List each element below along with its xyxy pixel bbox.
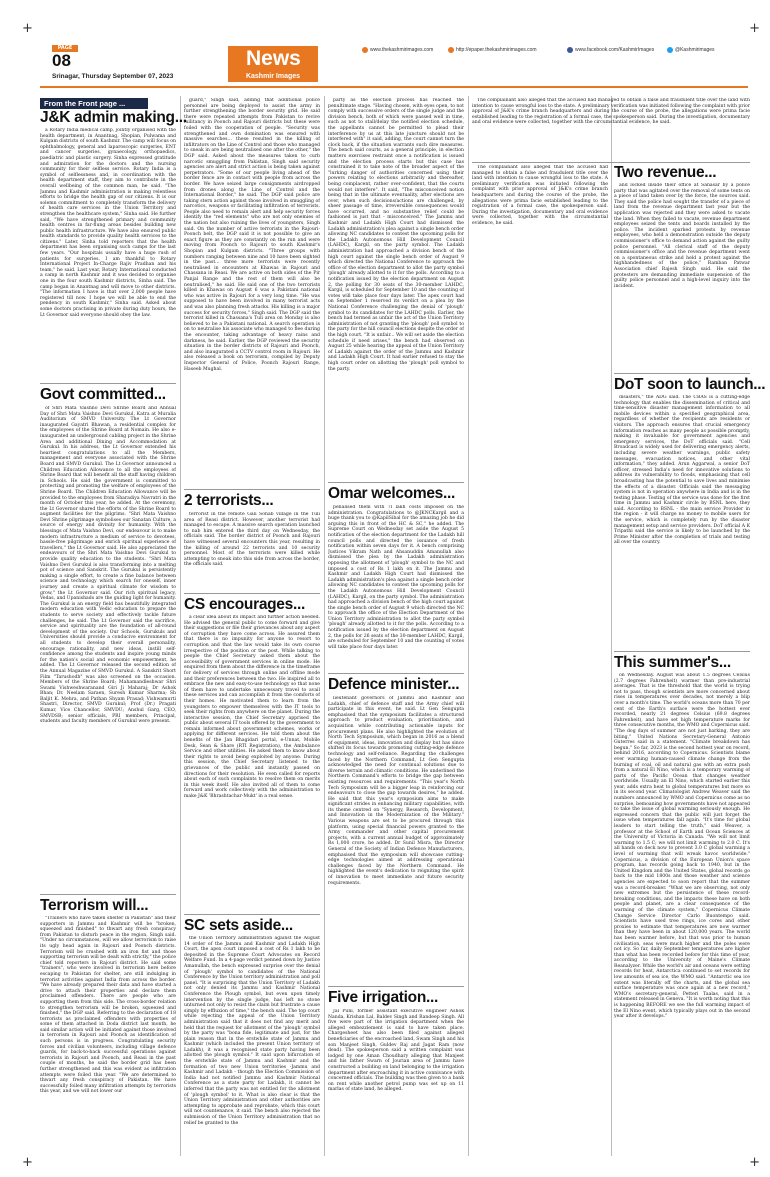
crop-mark: + xyxy=(22,1155,33,1170)
masthead-subtitle: Kashmir Images xyxy=(245,73,301,80)
article-divider xyxy=(184,914,320,915)
column-divider xyxy=(180,96,181,1156)
article-govt-committed: of Shri Mata Vaishno Devi Shrine Board and Annual Day of Shri Mata Vaishno Devi Gurukul, Katra at Muralia Auditorium of SMVD University. The Lt Governor inaugurated Gayatri Bhawan, a residential complex for the employees of the Shrine Board at Nomain. He also e-inaugurated an underground cabling project in the Shrine Area and additional Dining and Accommodation at Gurukul. In his address, the Lt Governor extended his heartiest congratulations to all the Members, management and everyone associated with the Shrine Board and SMVD Gurukul. The Lt Governor announced a Children Education Allowance to all the employees of Shrine Board that will benefit all the staff having children in Schools. He said the government is committed to protecting and promoting the welfare of employees of the Shrine Board. The Children Education Allowance will be provided to the employees from Sharadiya Navratri in the month of October this year, he added. At the ceremony, the Lt Governor shared the efforts of the Shrine Board to augment facilities for the pilgrims. "Shri Mata Vaishno Devi Shrine pilgrimage symbolises our Sanatan Culture, a source of energy and divinity for humanity. With the blessings of Mata Vaishno Devi, our endeavour is to make modern infrastructure a medium of service to devotees, hassle-free pilgrimage and enrich spiritual experience of travellers," the Lt Governor said. He also appreciated the endeavours of the Shri Mata Vaishno Devi Gurukul to provide quality education to the students. "Shri Mata Vaishno Devi Gurukul is also transforming into a melting pot of science and Sanskrit. The Gurukul is persistently making a single effort, to create a fine balance between science and technology which search for oneself, inner journey and create a spiritual climate for wisdom to grow," the Lt Governor said. Our rich spiritual legacy, Vedas, and Upanishads are the guiding light for humanity. The Gurukul is an energy field has beautifully integrated modern education with Vedic education to prepare the students to serve society and effectively tackle future challenges, he said. The Lt Governor said the sacrifice, service and spirituality are the foundation of all-round development of the society. Our Schools, Gurukuls and Universities should provide a conducive environment for all students to develop their overall personality, encourage rationality, and new ideas, instill self-confidence among the students and inspire young minds for the nation's social and economic empowerment, he added. The Lt Governor released the second edition of the Annual Magazine of SMVD Gurukul. A Sanskrit Short Film "Tarushodh" was also screened on the occasion. Members of the Shrine Board; Mahamandleshwar Shri Swami Vishweshwaranand Giri Ji Maharaj; Dr Ashok Bhan; Dr. Neelam Saraen, Suresh Kumar Sharma; Sh Baljit K. Mehra, and Pathan Shyam Prasad; Vishwamurti Shastri, Director, SMVD Gurukul; Prof (Dr.) Pragati Kumar, Vice Chancellor, SMVDU; Anshul Garg, CEO, SMVDSB; senior officials, PRI members, Principal, students and faculty members of Gurukul were present. xyxy=(40,406,176,725)
article-sc-continued: party as the election process has reached the penultimate stage. "Having chosen, with eyes open, to not comply with successive orders of the single judge and the division bench, both of which were passed well in time, such as not to stall/delay the notified election schedule, the appellants cannot be permitted to plead their interference by us at this late juncture should not be interfered with" it said, adding, the court cannot turn the clock back, if the situation warrants such dire measures. The bench said courts, as a general principle, in election matters exercises restraint once a notification is issued and the election process starts but this case has constrained it to take note of the broader aspect of the "lurking danger of authorities concerned using their powers relating to elections arbitrarily and thereafter, being complacent, rather over-confident, that the courts would not interfere". It said, "The misconceived notion being that in the ultimate eventuality, after elections are over, when such decisions/actions are challenged, by sheer passage of time, irreversible consequences would have occurred, and no substantive relief could be fashioned is just that - misconceived." The Jammu and Kashmir and Ladakh High Court had dismissed the Ladakh administration's plea against a single bench order allowing NC candidates to contest the upcoming polls for the Ladakh Autonomous Hill Development Council (LAHDC), Kargil, on the party symbol. The Ladakh administration had approached a division bench of the high court against the single bench order of August 9 which directed the National Conference to approach the office of the election department to allot the party symbol 'plough' already allotted to it for the polls. According to a notification issued by the election department on August 2, the polling for 30 seats of the 30-member LAHDC, Kargil, is scheduled for September 10 and the counting of votes will take place four days later. The apex court had on September 1 reserved its verdict on a plea by the National Conference challenging the denial of 'plough' symbol to its candidates for the LAHDC polls. Earlier, the bench had termed as unfair the act of the Union Territory administration of not granting the 'plough' poll symbol to the party for the hill council elections despite the order of the high court. "It is unfair... We will set aside the election schedule if need arises," the bench had observed on August 25 while hearing the appeal of the Union Territory of Ladakh against the order of the Jammu and Kashmir and Ladakh High Court. It had earlier refused to stay the high court order on allotting the 'plough' poll symbol to the party. xyxy=(328,98,464,372)
page-number: 08 xyxy=(52,51,71,70)
article-divider xyxy=(40,894,176,895)
crop-mark: + xyxy=(749,1155,760,1170)
article-sc-sets-aside: the Union Territory administration against the August 14 order of the Jammu and Kashmir and Ladakh High Court, the apex court imposed a cost of Rs 1 lakh to be deposited in the Supreme Court Advocates on Record Welfare Fund. In a 4-page verdict penned down by Justice Amanullah, the bench expressed surprise over the denial of 'plough' symbol to candidates of the National Conference by the Union territory administration and poll panel. "It is surprising that the Union Territory of Ladakh not only denied its Jammu and Kashmir National Conference the Plough symbol, but even upon timely intervention by the single judge, has left no stone unturned not only to resist the claim but frustrate a cause simply by effluxion of time," the bench said. The top court while rejecting the appeal of the Union Territory administration said that it does not find any merit and held that the request for allotment of the 'plough' symbol by the party was "bona fide, legitimate and just, for the plain reason that in the erstwhile state of Jammu and Kashmir (which included the present Union territory of Ladakh), it was a recognised state party having been allotted the plough symbol." It said upon bifurcation of the erstwhile state of Jammu and Kashmir and the formation of two new Union territories -Jammu and Kashmir and Ladakh - though the Election Commission of India had not notified Jammu and Kashmir National Conference as a state party for Ladakh, it cannot be inferred that the party was not entitled for the allotment of 'plough symbol' to it. What is also clear is that the Union Territory administration and other authorities are attempting to approbate and reprobate, which this court will not countenance, it said. The bench also rejected the submission of the Union Territory administration that no relief be granted to the xyxy=(184,936,320,1126)
article-divider xyxy=(472,162,750,163)
masthead xyxy=(228,46,318,82)
article-omar-welcomes: penalised them with 7l lakh costs imposed on the administration. Congratulations to @JKNCKargil and a huge thank you to @KapilSibal for the amazing job he did arguing this in front of the HC & SC," he added. The Supreme Court on Wednesday set aside the August 5 notification of the election department for the Ladakh hill council polls and directed the issuance of fresh notification within seven days for it. A bench comprising Justices Vikram Nath and Ahsanuddin Amanullah also dismissed the plea by the Ladakh administration opposing the allotment of 'plough' symbol to the NC and imposed a cost of Rs 1 lakh on it. The Jammu and Kashmir and Ladakh High Court had dismissed the Ladakh administration's plea against a single bench order allowing NC candidates to contest the upcoming polls for the Ladakh Autonomous Hill Development Council (LAHDC), Kargil, on the party symbol. The administration had approached a division bench of the high court against the single bench order of August 9 which directed the NC to approach the office of the Election Department of the Union Territory administration to allot the party symbol 'plough' already allotted to it for the polls. According to a notification issued by the election department on August 2, the polls for 26 seats of the 30-member LAHDC, Kargil, are scheduled for September 10 and the counting of votes will take place four days later. xyxy=(328,505,464,650)
twitter-icon xyxy=(667,47,673,53)
article-divider xyxy=(614,651,750,652)
article-this-summer: on Wednesday. August was about 1.5 degrees Celsius (2.7 degrees Fahrenheit) warmer than pre-industrial averages. That is the threshold that the world is trying not to pass, though scientists are more concerned about rises in temperatures over decades, not merely a blip over a month's time. The world's oceans more than 70 per cent of the Earth's surface were the hottest ever recorded, nearly 21 degrees Celsius (69.8 degrees Fahrenheit), and have set high temperature marks for three consecutive months, the WMO and Copernicus said. "The dog days of summer are not just barking, they are biting," United Nations Secretary-General Antonio Guterres said in a statement. "Climate breakdown has begun." So far, 2023 is the second hottest year on record, behind 2016, according to Copernicus. Scientists blame ever warming human-caused climate change from the burning of coal, oil and natural gas with an extra push from a natural El Nino, which is a temporary warming of parts of the Pacific Ocean that changes weather worldwide. Usually an El Nino, which started earlier this year, adds extra heat to global temperatures but more so in its second year. Climatologist Andrew Weaver said the numbers announced by WMO and Copernicus come as no surprise, bemoaning how governments have not appeared to take the issue of global warming seriously enough. He expressed concern that the public will just forget the issue when temperatures fall again. "It's time for global leaders to start telling the truth," said Weaver, a professor at the School of Earth and Ocean Sciences at the University of Victoria in Canada. "We will not limit warming to 1.5 C; we will not limit warming to 2.0 C. It's all hands on deck now to prevent 3.0 C global warming a level of warming that will wreak havoc worldwide." Copernicus, a division of the European Union's space program, has records going back to 1940, but in the United Kingdom and the United States, global records go back to the mid 1800s and those weather and science agencies are expected to soon report that the summer was a record-breaker. "What we are observing, not only new extremes but the persistence of these record-breaking conditions, and the impacts these have on both people and planet, are a clear consequence of the warming of the climate system," Copernicus Climate Change Service Director Carlo Buontempo said. Scientists have used tree rings, ice cores and other proxies to estimate that temperatures are now warmer than they have been in about 120,000 years. The world has been warmer before, but that was prior to human civilisation, seas were much higher and the poles were not icy. So far, daily September temperatures are higher than what has been recorded before for this time of year, according to the University of Maine's Climate Reanalyzer. While the world's air and oceans were setting records for heat, Antarctica continued to set records for low amounts of sea ice, the WMO said. "Antarctic sea ice extent was literally off the charts, and the global sea surface temperature was once again at a new record," WMO's secretary-general, Petteri Taalas, said in a statement released in Geneva. "It is worth noting that this is happening BEFORE we see the full warming impact of the El Nino event, which typically plays out in the second year after it develops." xyxy=(614,673,750,1020)
headline-dot-soon: DoT soon to launch... xyxy=(614,376,766,393)
headline-sc-sets-aside: SC sets aside... xyxy=(184,917,293,934)
social-epaper[interactable]: http://epaper.thekashmirimages.com xyxy=(448,47,537,53)
globe-icon xyxy=(448,47,454,53)
page-label: PAGE xyxy=(52,45,78,52)
column-divider xyxy=(324,96,325,1156)
social-website[interactable]: www.thekashmirimages.com xyxy=(362,47,433,53)
facebook-icon xyxy=(567,47,573,53)
article-irrigation-continued: The complainant also alleged that the accused had managed to obtain a false and fraudulent title over the land with intention to cause wrongful loss to the state. A preliminary verification was initiated following the complaint with prior approval of J&K's crime branch headquarters and during the course of the probe, the allegations were prima facie established leading to the registration of a formal case, the spokesperson said. During the investigation, documentary and oral evidence were collected, together with the circumstantial evidence, he said. xyxy=(472,98,750,126)
headline-terrorism-will: Terrorism will... xyxy=(40,897,149,914)
article-five-irrigation: Jal Puni, former assistant executive engineer Ashok Nanda, Krishan Lal, Baldev Singh and Randeep Singh. All five were part of the irrigation department when the alleged embezzlement is said to have taken place. Chargesheet has also been filed against alleged beneficiaries of the encroached land, Swam Singh and his son Manjeet Singh, Guldev Raj and Jagat Ram (now dead). The spokesperson said a written complaint was lodged by one Aman Choudhary alleging that Manjeet and his father Swarn of Jourian area of Jammu have constructed a building on land belonging to the irrigation department after encroaching it in active connivance with concerned officials. The building was then given to a bank on rent while another petrol pump was set up on 11 marlas of state land, he alleged. xyxy=(328,1009,464,1093)
article-divider xyxy=(184,489,320,490)
masthead-title: News xyxy=(246,47,301,70)
front-page-banner: From the Front page ... xyxy=(40,98,148,109)
globe-icon xyxy=(362,47,368,53)
article-column-four: The complainant also alleged that the accused had managed to obtain a false and fraudulent title over the land with intention to cause wrongful loss to the state. A preliminary verification was initiated following the complaint with prior approval of J&K's crime branch headquarters and during the course of the probe, the allegations were prima facie established leading to the registration of a formal case, the spokesperson said. During the investigation, documentary and oral evidence were collected, together with the circumstantial evidence, he said. xyxy=(472,165,608,226)
headline-govt-committed: Govt committed... xyxy=(40,386,166,403)
headline-cs-encourages: CS encourages... xyxy=(184,596,305,613)
crop-mark: + xyxy=(22,21,33,36)
social-facebook[interactable]: www.facebook.com/KashmirImages xyxy=(567,47,654,53)
column-divider xyxy=(468,96,469,1156)
headline-2-terrorists: 2 terrorists... xyxy=(184,492,274,509)
headline-jk-admin: J&K admin making... xyxy=(40,109,187,126)
headline-defence-minister: Defence minister... xyxy=(328,676,460,693)
headline-five-irrigation: Five irrigation... xyxy=(328,989,439,1006)
article-two-revenue: and locked inside their office at Sanasar by a police party that was agitated over the removal of some tents on a piece of land taken over by the force, the sources said. They said the police had sought the transfer of a piece of land from the revenue department last year but the application was rejected and they were asked to vacate the land. When they failed to vacate, revenue department employees seized the tents and boards installed by the police. The incident sparked protests by revenue employees, who held a demonstration outside the deputy commissioner's office to demand action against the guilty police personnel. "All clerical staff of the deputy commissioner's office and the revenue department went on a spontaneous strike and held a protest against the highhandedness of the police," Ramban Patwar Association chief Rajesh Singh said. He said the protesters are demanding immediate suspension of the guilty police personnel and a high-level inquiry into the incident. xyxy=(614,183,750,289)
crop-mark: + xyxy=(749,21,760,36)
header-rule xyxy=(40,86,748,88)
article-defence-minister: lieutenant governors of Jammu and Kashmir and Ladakh, chief of defence staff and the Army chief will participate in this event, he said. Lt Gen Sengupta emphasised that the symposium facilitates a structured approach to product evaluation, prioritisation, and acquisition while contributing actionable inputs for procurement plans. He also highlighted the evolution of North Tech Symposium, which began in 2016 as a blend of equipment, ideas, innovation and display but has since shifted its focus towards promoting cutting-edge defence technology and self-reliance. Regarding the challenges faced by the Northern Command, Lt Gen Sengupta acknowledged the need for continual solutions due to diverse terrain and climatic conditions. He underlined the Northern Command's efforts to bridge the gap between existing resources and requirements. "This year's North Tech Symposium will be a bigger leap in reinforcing our endeavours to close the gap towards desires," he added. He said that this year's symposium aims to make significant strides in enhancing military capabilities, with its theme centred on "Synergy, Research, Development, and Innovation in the Modernization of the Military." Various weapons are set to be procured through this platform, using special financial powers granted to the Army commander and other capital procurement projects, with a current annual budget of approximately Rs 1,000 crore, he added. Dr Sunil Misra, the Director General of the Society of Indian Defence Manufacturers, emphasised that the symposium will showcase cutting-edge technologies aimed at addressing operational challenges faced by the Northern Command. He highlighted the event's dedication to reigniting the spirit of innovation to meet immediate and future security requirements. xyxy=(328,696,464,886)
article-divider xyxy=(184,593,320,594)
article-divider xyxy=(614,373,750,374)
article-divider xyxy=(40,383,176,384)
article-divider xyxy=(328,986,464,987)
headline-two-revenue: Two revenue... xyxy=(614,164,717,181)
article-cs-encourages: a clear idea about its impact and further action needed. He advised the general public to come forward and give their suggestions or file their grievances about any aspect of corruption they have come across. He assured them that there is no impunity for anyone to resort to corruption and that the law would take its own course irrespective of the position or the post. While talking to people the Chief Secretary asked them about the accessibility of government services in online mode. He enquired from them about the difference in the timeframe for delivery of services through online and offline mode and their preferences between the two. He inspired all to embrace the new and easy-to-use technology so that none of them have to undertake unnecessary travel to avail these services and can accomplish it from the comforts of their homes. He motivated them to learn from the youngsters to empower themselves with the IT tools to seek their rights from anywhere on the planet. During the interactive session, the Chief Secretary apprised the public about several IT tools offered by the government to remain informed about government schemes, works or applying for different services. He told them about the benefits of the Jan Bhagidari portal, e-Unnat, Mobile Desk, Sean & Share (RTI Registration), the Ambulance Service and other utilities. He asked them to know about their rights to avoid being exploited by anyone. During this session, the Chief Secretary listened to the grievances of the public and instantly passed on directions for their resolution. He even called for reports about each of such complaints to resolve them on merits in this week itself. He also invited all of them to come forward and work collectively with the administration to make J&K 'Bhrashtachar-Mukt' in a real sense. xyxy=(184,615,320,799)
article-dot-soon: disasters," the ADG said. The CBAS is a cutting-edge technology that enables the dissemination of critical and time-sensitive disaster management information to all mobile devices within a specified geographical area, regardless of whether the recipients are residents or visitors. The approach ensures that crucial emergency information reaches as many people as possible promptly, making it invaluable for government agencies and emergency services, the DoT officials said. "Cell Broadcast is widely used for delivering emergency alerts, including severe weather warnings, public safety messages, evacuation notices, and other vital information," they added. Arun Aggarwal, a senior DoT officer, stressed India's need for innovative solutions to address its vulnerability to floods, emphasising that cell broadcasting has the potential to save lives and minimise the effects of a disaster. Officials said the messaging system is not in operation anywhere in India and is in the testing phase. Testing of the service was done for the first time in Jammu and Kashmir circle by BSNL here, they said. According to BSNL - the main service Provider in the region - it will charge no money to mobile users for the service, which is completely run by the disaster management setup and service providers. DoT official A K Tripathi said the service is likely to be launched by the Prime Minister after the completion of trials and testing all over the country. xyxy=(614,395,750,546)
article-terrorism-will: "Trainers who have taken shelter in Pakistan" and their supporters in Jammu and Kashmir will be "broken, squeezed and finished" to thwart any fresh conspiracy from Pakistan to disturb peace in the region, Singh said. "Under no circumstances, will we allow terrorism to raise its ugly head again in Rajouri and Poonch districts. Terrorism will be crushed with an iron fist and those supporting terrorism will be dealt with strictly," the police chief told reporters in Rajouri district. He said some "trainers", who were involved in terrorism here before escaping to Pakistan for shelter, are still indulging in terrorist activities against India from across the border. "We have already prepared their data and have started a drive to attach their properties and declare them proclaimed offenders. There are people who are supporting them from this side. The cross-border relation to strengthen terrorism will be broken, squeezed and finished," the DGP said. Referring to the declaration of 18 terrorists as proclaimed offenders with properties of some of them attached in Doda district last month, he said similar action will be initiated against those involved in terrorism in Rajouri and Poonch as identification of such persons is in progress. Congratulating security forces and civilian volunteers, including village defence guards, for back-to-back successful operations against terrorists in Rajouri and Poonch, and Reasi in the past couple of months, he said the border grid has been further strengthened and this was evident as infiltration attempts were foiled this year. "We are determined to thwart any fresh conspiracy of Pakistan. We have successfully foiled many infiltration attempts by terrorists this year, and we will not lower our xyxy=(40,916,176,1095)
article-divider xyxy=(328,482,464,483)
dateline: Srinagar, Thursday September 07, 2023 xyxy=(52,73,174,80)
article-jk-admin: a Rotary India medical camp, jointly organised with the health department, in Anantnag, Shopian, Pulwama and Kulgam districts of south Kashmir. The camp will focus on ophthalmology, general and laparoscopic surgeries, ENT and cancer surgeries, gynaecology, orthopaedics, paediatric and plastic surgery. Sinha expressed gratitude and admiration for the doctors and the nursing community for their selfless service. Rotary India is a symbol of selflessness and, in coordination with the health department staff, they aim to contribute in the overall wellbeing of the common man, he said. "The Jammu and Kashmir administration is making relentless efforts to bridge the health gap of our citizens. It is our solemn commitment to completely transform the delivery of health care services in the Union Territory and strengthen the healthcare system," Sinha said. He further said, "We have strengthened primary and community health centres in far-flung areas besides building new public health infrastructure. We have also ensured public health standards to provide quality health services to the citizens." Later, Sinha told reporters that the health department has been organising such camps for the last few years. "Our hospitals usually have a huge rush of patients for surgeries. I am thankful to Rotary International Project In-Charge Rajiv Pradhan and his team," he said. Last year, Rotary International conducted a camp in north Kashmir and it was decided to organise one in the four south Kashmir districts, Sinha said. The camp began in Anantnag and will move to other districts. "The information I have is that over 2,000 people have registered till now. I hope we will be able to end the pendency in south Kashmir," Sinha said. Asked about some doctors practising in private during duty hours, the Lt Governor said everyone should obey the law. xyxy=(40,128,176,318)
article-2-terrorists: terrorist in the remote Gali Sohab village in the Tuli area of Reasi district. However, another terrorist had managed to escape. A massive search operation launched to nab him entered the third day on Wednesday, the officials said. The border district of Poonch and Rajouri have witnessed several encounters this year, resulting in the killing of around 22 terrorists and 10 security personnel. Most of the terrorists were killed while attempting to sneak into this side from across the border, the officials said. xyxy=(184,512,320,568)
headline-omar-welcomes: Omar welcomes... xyxy=(328,485,456,502)
article-terrorism-continued: guard," Singh said, adding that additional police personnel are being deployed to assist the army in further strengthening the border security grid. He said there were repeated attempts from Pakistan to revive militancy in Poonch and Rajouri districts but these were foiled with the cooperation of people. "Security was strengthened and own domination was ensured with massive searches... these resulted in the killing of infiltrators on the Line of Control and those who managed to sneak in are being neutralised one after the other," the DGP said. Asked about the measures taken to curb narcotic smuggling from Pakistan, Singh said security agencies are alert and strict action is being taken against perpetrators. "Some of our people living ahead of the border fence are in contact with people from across the border. We have seized large consignments airdropped from drones along the Line of Control and the International Border," he said. The DGP said police are taking stern action against those involved in smuggling of narcotics, weapons or facilitating infiltration of terrorists. People also need to remain alert and help security forces identify the "red elements" who are not only enemies of the nation but also ruining the lives of youngsters, Singh said. On the number of active terrorists in the Rajouri-Poonch belt, the DGP said it is not possible to give an exact figure as they are constantly on the run and were moving from Poonch to Rajouri to south Kashmir's Shopian and Kulgam districts. "Three groups with numbers ranging between nine and 10 have been sighted in the past... three more terrorists were recently neutralised in encounters at Khawas in Rajouri and Chassana in Reasi. We are active on both sides of the Pir Panjal Range and the rest of them will also be neutralised," he said. He said one of the two terrorists killed in Khawas on August 6 was a Pakistani national who was active in Rajouri for a very long time. "He was supposed to have been involved in many terrorist acts and was also planning fresh attacks. His killing is a major success for security forces," Singh said. The DGP said the terrorist killed in Chassana's Tuli area on Monday is also believed to be a Pakistani national. A search operation is on to neutralise his associate who managed to flee during the encounter, taking advantage of heavy rains and darkness, he said. Earlier, the DGP reviewed the security situation in the border districts of Rajouri and Poonch, and also inaugurated a CCTV control room in Rajouri. He also released a book on terrorism, compiled by Deputy Inspector General of Police, Poonch Rajouri Range, Haseeb Mughal. xyxy=(184,98,320,372)
headline-this-summer: This summer's... xyxy=(614,654,731,671)
column-divider xyxy=(611,96,612,1156)
article-divider xyxy=(328,673,464,674)
social-twitter[interactable]: @Kashmirimages xyxy=(667,47,715,53)
